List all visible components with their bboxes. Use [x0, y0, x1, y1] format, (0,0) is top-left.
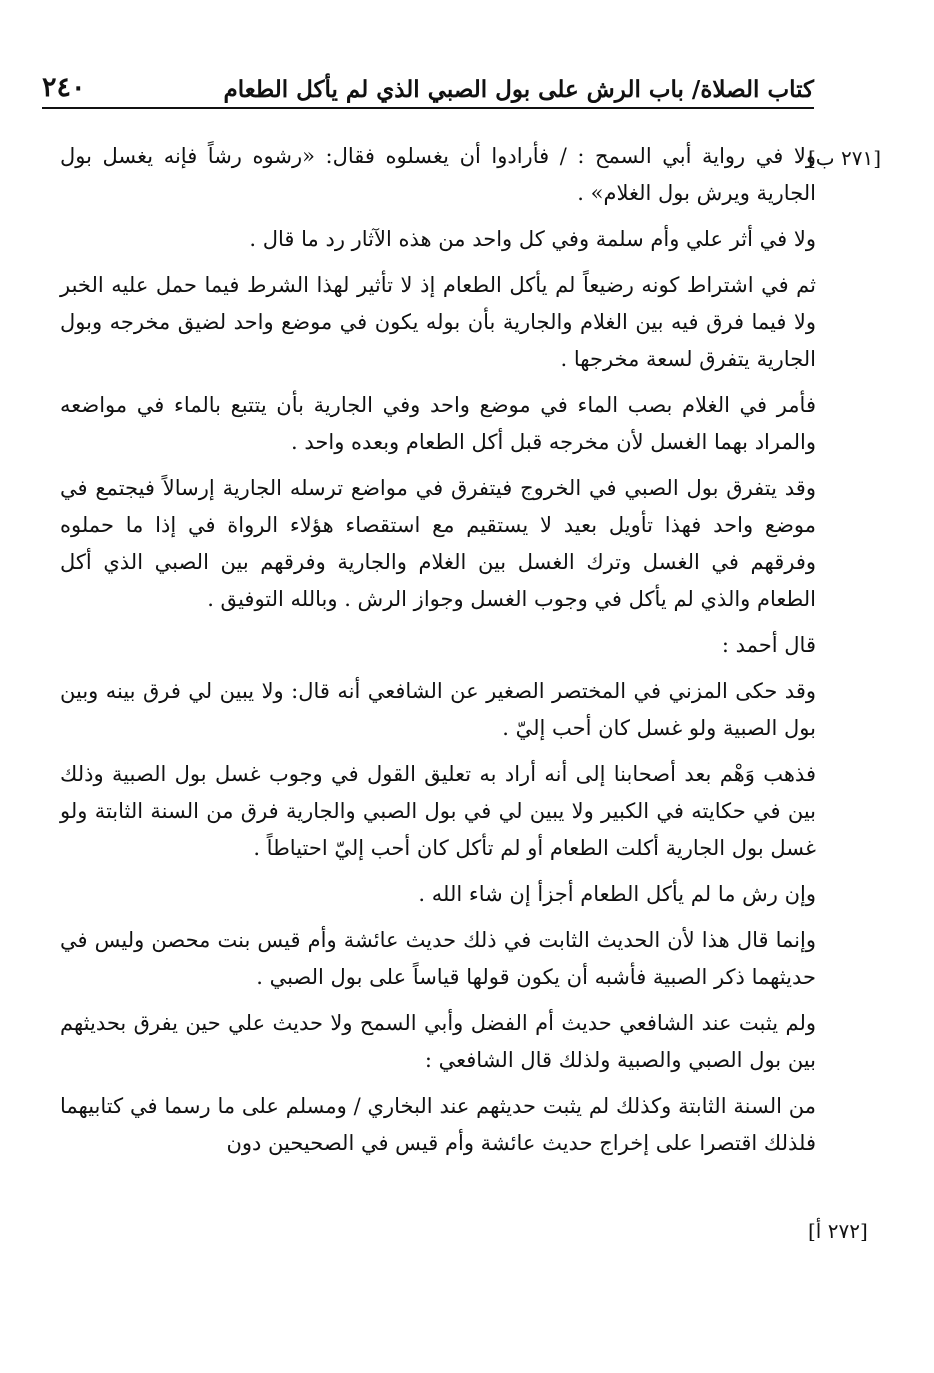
paragraph: من السنة الثابتة وكذلك لم يثبت حديثهم عند البخاري / ومسلم على ما رسما في كتابيهما فلذلك اقتصرا على إخراج حديث عائشة وأم قيس في الصحيحين دون: [60, 1094, 816, 1155]
header-divider: [42, 107, 814, 109]
margin-marker: [٢٧١ ب]: [808, 146, 882, 170]
page-header: [42, 60, 814, 110]
paragraph: وإنما قال هذا لأن الحديث الثابت في ذلك حديث عائشة وأم قيس بنت محصن وليس في حديثهما ذكر الصبية فأشبه أن يكون قولها قياساً على بول الصبي .: [60, 928, 816, 989]
paragraph: ثم في اشتراط كونه رضيعاً لم يأكل الطعام إذ لا تأثير لهذا الشرط فيما حمل عليه الخبر ولا فيما فرق فيه بين الغلام والجارية بأن بوله يكون في موضع واحد لضيق مخرجه وبول الجارية يتفرق لسعة مخرجها .: [60, 273, 816, 371]
paragraph: قال أحمد :: [721, 633, 816, 657]
margin-marker: [٢٧٢ أ]: [808, 1219, 868, 1243]
body-text: [60, 138, 816, 1171]
paragraph: وقد يتفرق بول الصبي في الخروج فيتفرق في مواضع ترسله الجارية إرسالاً فيجتمع في موضع واحد فهذا تأويل بعيد لا يستقيم مع استقصاء هؤلاء الرواة في إذا ما حملوه وفرقهم في الغسل وترك الغسل بين الغلام والجارية وفرقهم بين الصبي الذي أكل الطعام والذي لم يأكل في وجوب الغسل وجواز الرش . وبالله التوفيق .: [60, 476, 816, 611]
paragraph: وقد حكى المزني في المختصر الصغير عن الشافعي أنه قال: ولا يبين لي فرق بينه وبين بول الصبية ولو غسل كان أحب إليّ .: [60, 679, 816, 740]
paragraph: ولا في رواية أبي السمح : / فأرادوا أن يغسلوه فقال: «رشوه رشاً فإنه يغسل بول الجارية ويرش بول الغلام» .: [60, 144, 816, 205]
paragraph: ولا في أثر علي وأم سلمة وفي كل واحد من هذه الآثار رد ما قال .: [249, 227, 816, 251]
paragraph: فأمر في الغلام بصب الماء في موضع واحد وفي الجارية بأن يتتبع بالماء في مواضعه والمراد بهما الغسل لأن مخرجه قبل أكل الطعام وبعده واحد .: [60, 393, 816, 454]
paragraph: وإن رش ما لم يأكل الطعام أجزأ إن شاء الله .: [418, 882, 816, 906]
paragraph: ولم يثبت عند الشافعي حديث أم الفضل وأبي السمح ولا حديث علي حين يفرق بحديثهم بين بول الصبي والصبية ولذلك قال الشافعي :: [60, 1011, 816, 1072]
paragraph: فذهب وَهْم بعد أصحابنا إلى أنه أراد به تعليق القول في وجوب غسل بول الصبية وذلك بين في حكايته في الكبير ولا يبين لي في بول الصبي والجارية فرق من السنة الثابتة ولو غسل بول الجارية أكلت الطعام أو لم تأكل كان أحب إليّ احتياطاً .: [60, 762, 816, 860]
page-number: ٢٤٠: [42, 72, 86, 103]
chapter-title: كتاب الصلاة/ باب الرش على بول الصبي الذي لم يأكل الطعام: [223, 76, 814, 103]
